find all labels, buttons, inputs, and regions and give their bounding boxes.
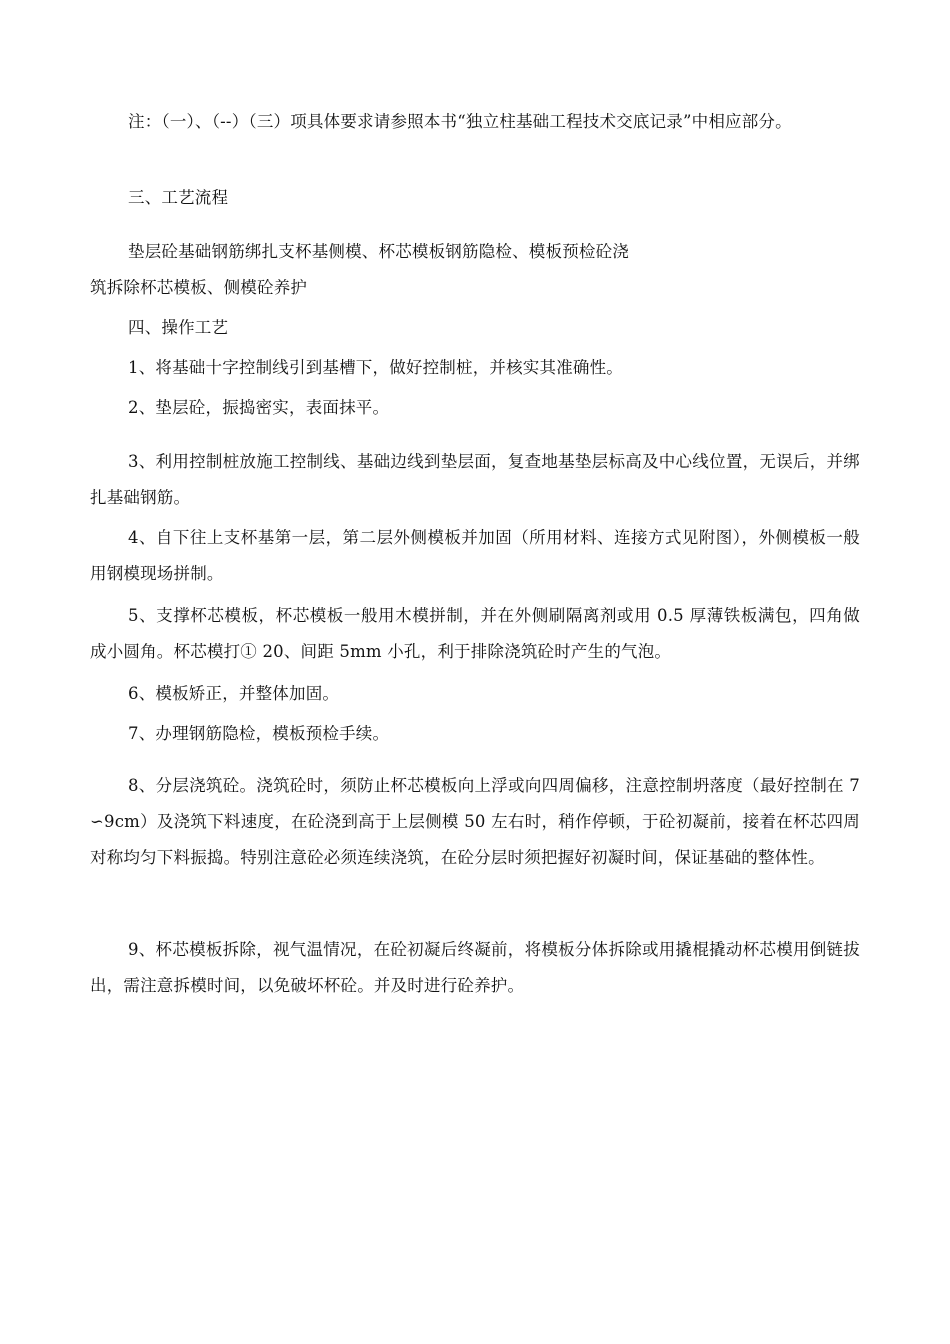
section-4-heading: 四、操作工艺 — [128, 318, 229, 337]
step-7: 7、办理钢筋隐检，模板预检手续。 — [128, 724, 390, 743]
note-paragraph: 注：（一）、（--）（三）项具体要求请参照本书“独立柱基础工程技术交底记录”中相应部分。 — [128, 112, 792, 131]
process-flow-line-1: 垫层砼基础钢筋绑扎支杯基侧模、杯芯模板钢筋隐检、模板预检砼浇 — [128, 242, 629, 261]
step-9: 9、杯芯模板拆除，视气温情况，在砼初凝后终凝前，将模板分体拆除或用撬棍撬动杯芯模用倒链拔出，需注意拆模时间，以免破坏杯砼。并及时进行砼养护。 — [90, 940, 860, 995]
step-2: 2、垫层砼，振捣密实，表面抹平。 — [128, 398, 390, 417]
step-3: 3、利用控制桩放施工控制线、基础边线到垫层面，复查地基垫层标高及中心线位置，无误后，并绑扎基础钢筋。 — [90, 452, 860, 507]
step-4: 4、自下往上支杯基第一层，第二层外侧模板并加固（所用材料、连接方式见附图），外侧模板一般用钢模现场拼制。 — [90, 528, 860, 583]
process-flow-line-2: 筑拆除杯芯模板、侧模砼养护 — [90, 278, 308, 297]
step-6: 6、模板矫正，并整体加固。 — [128, 684, 340, 703]
step-5: 5、支撑杯芯模板，杯芯模板一般用木模拼制，并在外侧刷隔离剂或用 0.5 厚薄铁板满包，四角做成小圆角。杯芯模打① 20、间距 5mm 小孔，利于排除浇筑砼时产生的气泡。 — [90, 606, 860, 661]
section-3-heading: 三、工艺流程 — [128, 188, 229, 207]
step-8: 8、分层浇筑砼。浇筑砼时，须防止杯芯模板向上浮或向四周偏移，注意控制坍落度（最好控制在 7∽9cm）及浇筑下料速度，在砼浇到高于上层侧模 50 左右时，稍作停顿，于砼初凝前，接着在杯芯四周对称均匀下料振捣。特别注意砼必须连续浇筑，在砼分层时须把握好初凝时间，保证基础的整体性。 — [90, 776, 860, 867]
step-1: 1、将基础十字控制线引到基槽下，做好控制桩，并核实其准确性。 — [128, 358, 623, 377]
